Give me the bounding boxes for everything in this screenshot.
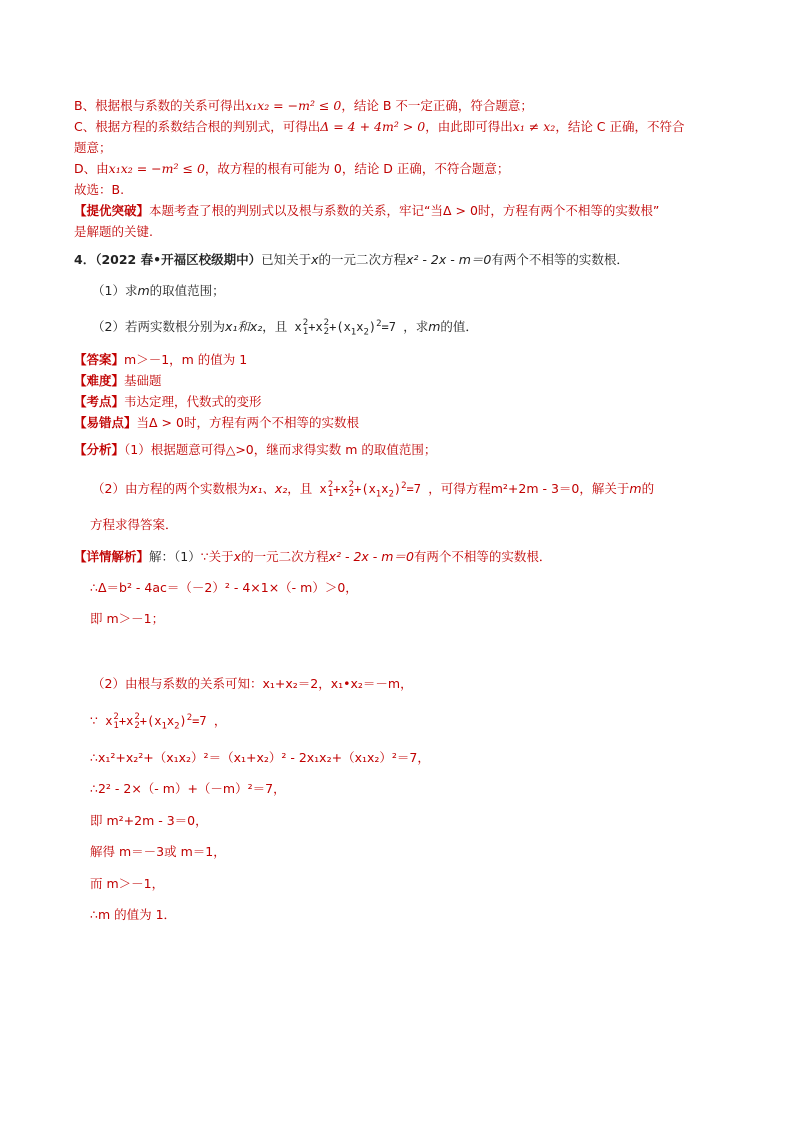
question-equation: x² - 2x - m＝0 [406,252,492,267]
topic-line [74,392,262,412]
solution-expand: ∴x₁²+x₂²+（x₁x₂）²＝（x₁+x₂）² - 2x₁x₂+（x₁x₂）²＝7， [90,750,430,765]
question-text-2: 的一元二次方程 [318,252,407,267]
question-text-3: 有两个不相等的实数根． [491,252,629,267]
solution-quadratic: 即 m²+2m - 3＝0， [90,813,208,828]
solution-discriminant: ∴Δ＝b² - 4ac＝（－2）² - 4×1×（- m）＞0， [90,580,358,595]
option-b-line [74,96,533,116]
pitfall-text: 当Δ > 0时，方程有两个不相等的实数根 [136,415,359,430]
difficulty-text: 基础题 [124,373,162,388]
analysis-line-1 [74,440,436,460]
question-part-2 [92,314,478,342]
topic-text: 韦达定理，代数式的变形 [124,394,262,409]
solution-equation-1: x² - 2x - m＝0 [328,549,414,564]
part1-var: m [137,283,150,298]
pitfall-label: 【易错点】 [74,415,137,430]
question-source: （2022 春•开福区校级期中） [95,252,262,267]
option-c-line [74,117,685,137]
solution-line-1 [74,547,551,567]
part2-roots: x₁和x₂ [224,319,263,334]
tip-continuation: 是解题的关键. [74,224,153,239]
analysis-roots: x₁、x₂ [249,481,288,496]
answer-label: 【答案】 [74,352,125,367]
solution-final: ∴m 的值为 1． [90,907,177,922]
analysis-var: m [629,481,642,496]
question-number: 4． [74,252,96,267]
option-c-text: C、根据方程的系数结合根的判别式，可得出 [74,119,321,134]
solution-vieta: （2）由根与系数的关系可知：x₁+x₂＝2，x₁•x₂＝－m， [92,676,413,691]
analysis-text-2c: ，可得方程 [428,481,491,496]
solution-var-x: x [233,549,242,564]
option-c-conclusion: ，结论 C 正确，不符合 [555,119,685,134]
tip-label: 【提优突破】 [74,203,150,218]
part1-end: 的取值范围； [149,283,225,298]
solution-formula: x 2 1 +x 2 2 $+(x_1x_2)^2=7$ [105,711,207,732]
solution-substitute: ∴2² - 2×（- m）+（－m）²＝7， [90,781,286,796]
analysis-line-2 [92,476,654,504]
question-4-stem [74,250,629,270]
solution-label: 【详情解析】 [74,549,150,564]
part2-text-3: ，求 [403,319,429,334]
option-d-line [74,159,509,179]
solution-since: ∵关于 [200,549,234,564]
solution-intro: 解：（1） [149,549,201,564]
part2-text: （2）若两实数根分别为 [92,319,225,334]
answer-text: m＞－1，m 的值为 1 [124,352,248,367]
part2-formula: x 2 1 +x 2 2 $+(x_1x_2)^2=7$ [294,317,396,338]
part1-text: （1）求 [92,283,138,298]
question-text: 已知关于 [261,252,312,267]
part2-end: 的值． [440,319,478,334]
var-x: x [311,252,319,267]
topic-label: 【考点】 [74,394,125,409]
option-c-continuation: 题意； [74,140,112,155]
option-d-conclusion: ，故方程的根有可能为 0，结论 D 正确，不符合题意； [204,161,510,176]
difficulty-label: 【难度】 [74,373,125,388]
solution-range: 即 m＞－1； [90,611,165,626]
solution-text-1c: 有两个不相等的实数根． [413,549,552,564]
option-c-mid: ，由此即可得出 [425,119,513,134]
analysis-label: 【分析】 [74,442,125,457]
part2-var: m [428,319,441,334]
analysis-equation: m²+2m - 3＝0 [490,481,580,496]
analysis-line-3: 方程求得答案． [90,517,178,532]
solution-text-1b: 的一元二次方程 [241,549,329,564]
solution-comma: ， [213,713,227,728]
analysis-formula: x 2 1 +x 2 2 $+(x_1x_2)^2=7$ [319,479,421,500]
difficulty-line [74,371,162,391]
analysis-text-1: （1）根据题意可得△>0，继而求得实数 m 的取值范围； [124,442,437,457]
analysis-text-2b: ，且 [287,481,313,496]
solution-roots: 解得 m＝－3或 m＝1， [90,844,226,859]
option-d-text: D、由 [74,161,109,176]
solution-since-2: ∵ [90,713,98,728]
option-b-conclusion: ，结论 B 不一定正确，符合题意； [341,98,533,113]
solution-constraint: 而 m＞－1， [90,876,165,891]
option-b-formula: x₁x₂ = −m² ≤ 0 [245,98,342,113]
tip-line [74,201,659,221]
solution-given [90,708,226,736]
choose-answer: 故选：B. [74,182,125,197]
answer-line [74,350,247,370]
option-c-formula: Δ = 4 + 4m² > 0 [320,119,426,134]
option-b-text: B、根据根与系数的关系可得出 [74,98,246,113]
analysis-text-2a: （2）由方程的两个实数根为 [92,481,250,496]
pitfall-line [74,413,359,433]
option-c-formula-2: x₁ ≠ x₂ [512,119,556,134]
option-d-formula: x₁x₂ = −m² ≤ 0 [108,161,205,176]
analysis-text-2d: ，解关于 [579,481,630,496]
analysis-text-2e: 的 [641,481,655,496]
tip-text: 本题考查了根的判别式以及根与系数的关系，牢记“当Δ > 0时，方程有两个不相等的实数根” [149,203,660,218]
question-part-1 [92,281,225,301]
part2-text-2: ，且 [262,319,288,334]
